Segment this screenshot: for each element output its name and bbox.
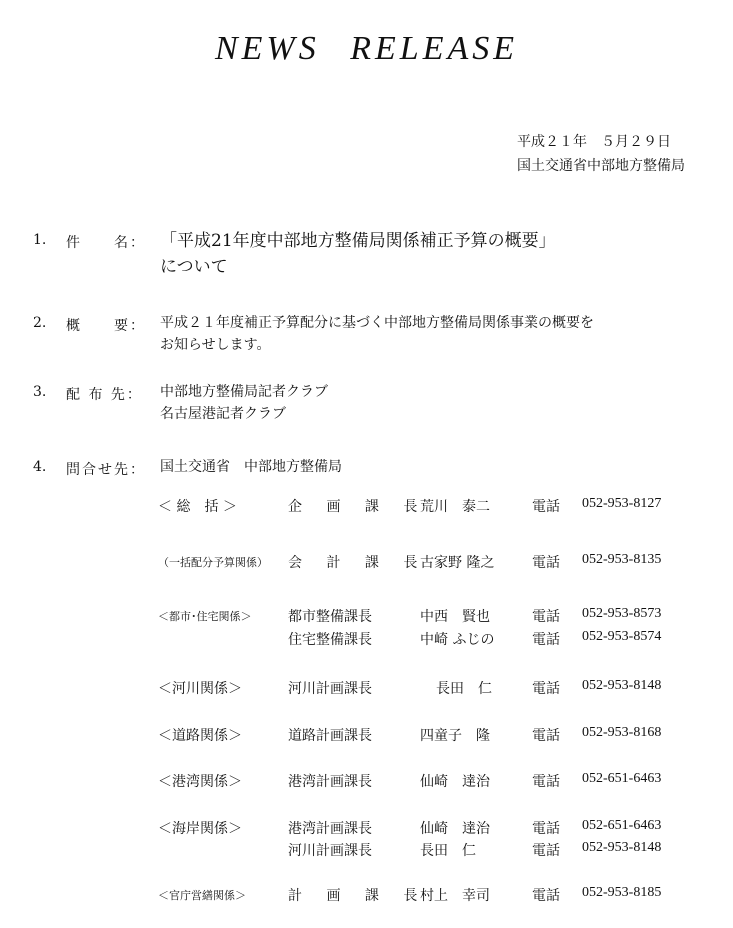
contact-title: 港湾計画課長: [288, 821, 372, 837]
document-title: NEWS RELEASE: [214, 30, 519, 67]
contact-category: ＜ 総 括 ＞: [158, 499, 237, 515]
contact-name: 四童子 隆: [420, 728, 490, 744]
contact-category: ＜道路関係＞: [158, 728, 242, 744]
phone-label: 電話: [532, 681, 560, 697]
contact-title: 企 画 課 長: [288, 499, 428, 515]
contact-title: 河川計画課長: [288, 681, 372, 697]
phone-label: 電話: [532, 821, 560, 837]
contact-category: ＜河川関係＞: [158, 681, 242, 697]
contact-title: 道路計画課長: [288, 728, 372, 744]
contact-title: 河川計画課長: [288, 843, 372, 859]
phone-number: 052-953-8573: [582, 606, 662, 621]
phone-number: 052-953-8135: [582, 552, 662, 567]
summary-line: お知らせします。: [160, 337, 271, 353]
contact-name: 古家野 隆之: [420, 555, 495, 571]
subject-line: 「平成21年度中部地方整備局関係補正予算の概要」: [160, 231, 556, 251]
section-3-body: [160, 381, 328, 425]
contact-category: ＜港湾関係＞: [158, 774, 242, 790]
phone-number: 052-953-8148: [582, 678, 662, 693]
phone-label: 電話: [532, 609, 560, 625]
contact-name: 荒川 泰二: [420, 499, 490, 515]
contact-org: 国土交通省 中部地方整備局: [160, 459, 342, 475]
section-3-number: 3.: [33, 384, 47, 400]
contact-name: 仙崎 達治: [420, 821, 490, 837]
phone-label: 電話: [532, 499, 560, 515]
contact-category: （一括配分予算関係）: [158, 556, 268, 569]
contact-category: ＜海岸関係＞: [158, 821, 242, 837]
phone-number: 052-953-8127: [582, 496, 662, 511]
issuer: 国土交通省中部地方整備局: [517, 158, 685, 174]
phone-label: 電話: [532, 632, 560, 648]
phone-label: 電話: [532, 555, 560, 571]
section-2-number: 2.: [33, 315, 47, 331]
contact-title: 港湾計画課長: [288, 774, 372, 790]
contact-title: 都市整備課長: [288, 609, 372, 625]
release-date: 平成２１年 ５月２９日: [517, 134, 671, 150]
contact-title: 会 計 課 長: [288, 555, 428, 571]
contact-category: ＜官庁営繕関係＞: [158, 889, 246, 902]
section-4-label: 問合せ先：: [66, 462, 146, 478]
summary-line: 平成２１年度補正予算配分に基づく中部地方整備局関係事業の概要を: [160, 315, 594, 331]
section-1-number: 1.: [33, 232, 47, 248]
distribution-line: 中部地方整備局記者クラブ: [160, 384, 328, 400]
contact-name: 中西 賢也: [420, 609, 490, 625]
section-4-body: [160, 456, 342, 478]
section-3-label: 配 布 先：: [66, 387, 143, 403]
phone-label: 電話: [532, 888, 560, 904]
phone-number: 052-953-8574: [582, 629, 662, 644]
contact-name: 村上 幸司: [420, 888, 490, 904]
phone-number: 052-651-6463: [582, 818, 662, 833]
section-4-number: 4.: [33, 459, 47, 475]
section-1-label: 件 名：: [66, 235, 146, 251]
subject-line: について: [160, 257, 228, 277]
phone-label: 電話: [532, 843, 560, 859]
phone-number: 052-953-8168: [582, 725, 662, 740]
phone-number: 052-651-6463: [582, 771, 662, 786]
contact-name: 仙崎 達治: [420, 774, 490, 790]
phone-number: 052-953-8148: [582, 840, 662, 855]
phone-label: 電話: [532, 774, 560, 790]
contact-name: 中崎 ふじの: [420, 632, 495, 648]
contact-category: ＜都市･住宅関係＞: [158, 610, 252, 623]
contact-name: 長田 仁: [436, 681, 492, 697]
phone-number: 052-953-8185: [582, 885, 662, 900]
contact-title: 住宅整備課長: [288, 632, 372, 648]
distribution-line: 名古屋港記者クラブ: [160, 406, 286, 422]
contact-title: 計 画 課 長: [288, 888, 428, 904]
section-2-label: 概 要：: [66, 318, 146, 334]
phone-label: 電話: [532, 728, 560, 744]
date-block: [517, 130, 685, 178]
section-1-body: [160, 228, 556, 280]
section-2-body: [160, 312, 594, 356]
contact-name: 長田 仁: [420, 843, 476, 859]
